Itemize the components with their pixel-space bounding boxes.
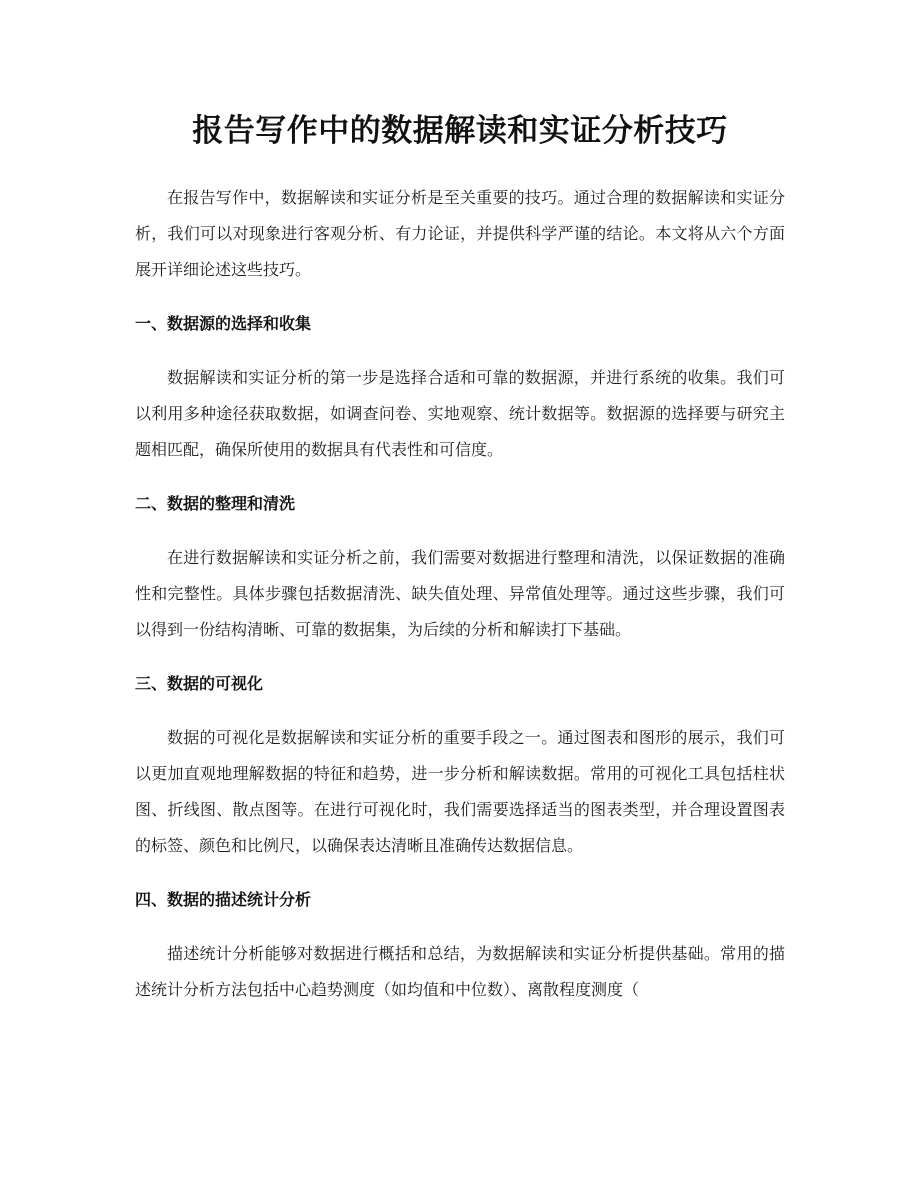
section-heading-4: 四、数据的描述统计分析 [135, 890, 312, 909]
section-heading-2: 二、数据的整理和清洗 [135, 494, 296, 513]
section-body-1: 数据解读和实证分析的第一步是选择合适和可靠的数据源，并进行系统的收集。我们可以利用多种途径获取数据，如调查问卷、实地观察、统计数据等。数据源的选择要与研究主题相匹配，确保所使用的数据具有代表性和可信度。 [135, 368, 785, 459]
section-heading-3: 三、数据的可视化 [135, 674, 264, 693]
section-body-3: 数据的可视化是数据解读和实证分析的重要手段之一。通过图表和图形的展示，我们可以更加直观地理解数据的特征和趋势，进一步分析和解读数据。常用的可视化工具包括柱状图、折线图、散点图等。在进行可视化时，我们需要选择适当的图表类型，并合理设置图表的标签、颜色和比例尺，以确保表达清晰且准确传达数据信息。 [135, 728, 785, 855]
section-body-4: 描述统计分析能够对数据进行概括和总结，为数据解读和实证分析提供基础。常用的描述统计分析方法包括中心趋势测度（如均值和中位数）、离散程度测度（ [135, 944, 785, 999]
section-body-2: 在进行数据解读和实证分析之前，我们需要对数据进行整理和清洗，以保证数据的准确性和完整性。具体步骤包括数据清洗、缺失值处理、异常值处理等。通过这些步骤，我们可以得到一份结构清晰、可靠的数据集，为后续的分析和解读打下基础。 [135, 548, 785, 639]
page-title: 报告写作中的数据解读和实证分析技巧 [192, 113, 728, 149]
document-body [135, 180, 785, 1008]
intro-paragraph: 在报告写作中，数据解读和实证分析是至关重要的技巧。通过合理的数据解读和实证分析，我们可以对现象进行客观分析、有力论证，并提供科学严谨的结论。本文将从六个方面展开详细论述这些技巧。 [135, 188, 785, 279]
section-heading-1: 一、数据源的选择和收集 [135, 314, 312, 333]
